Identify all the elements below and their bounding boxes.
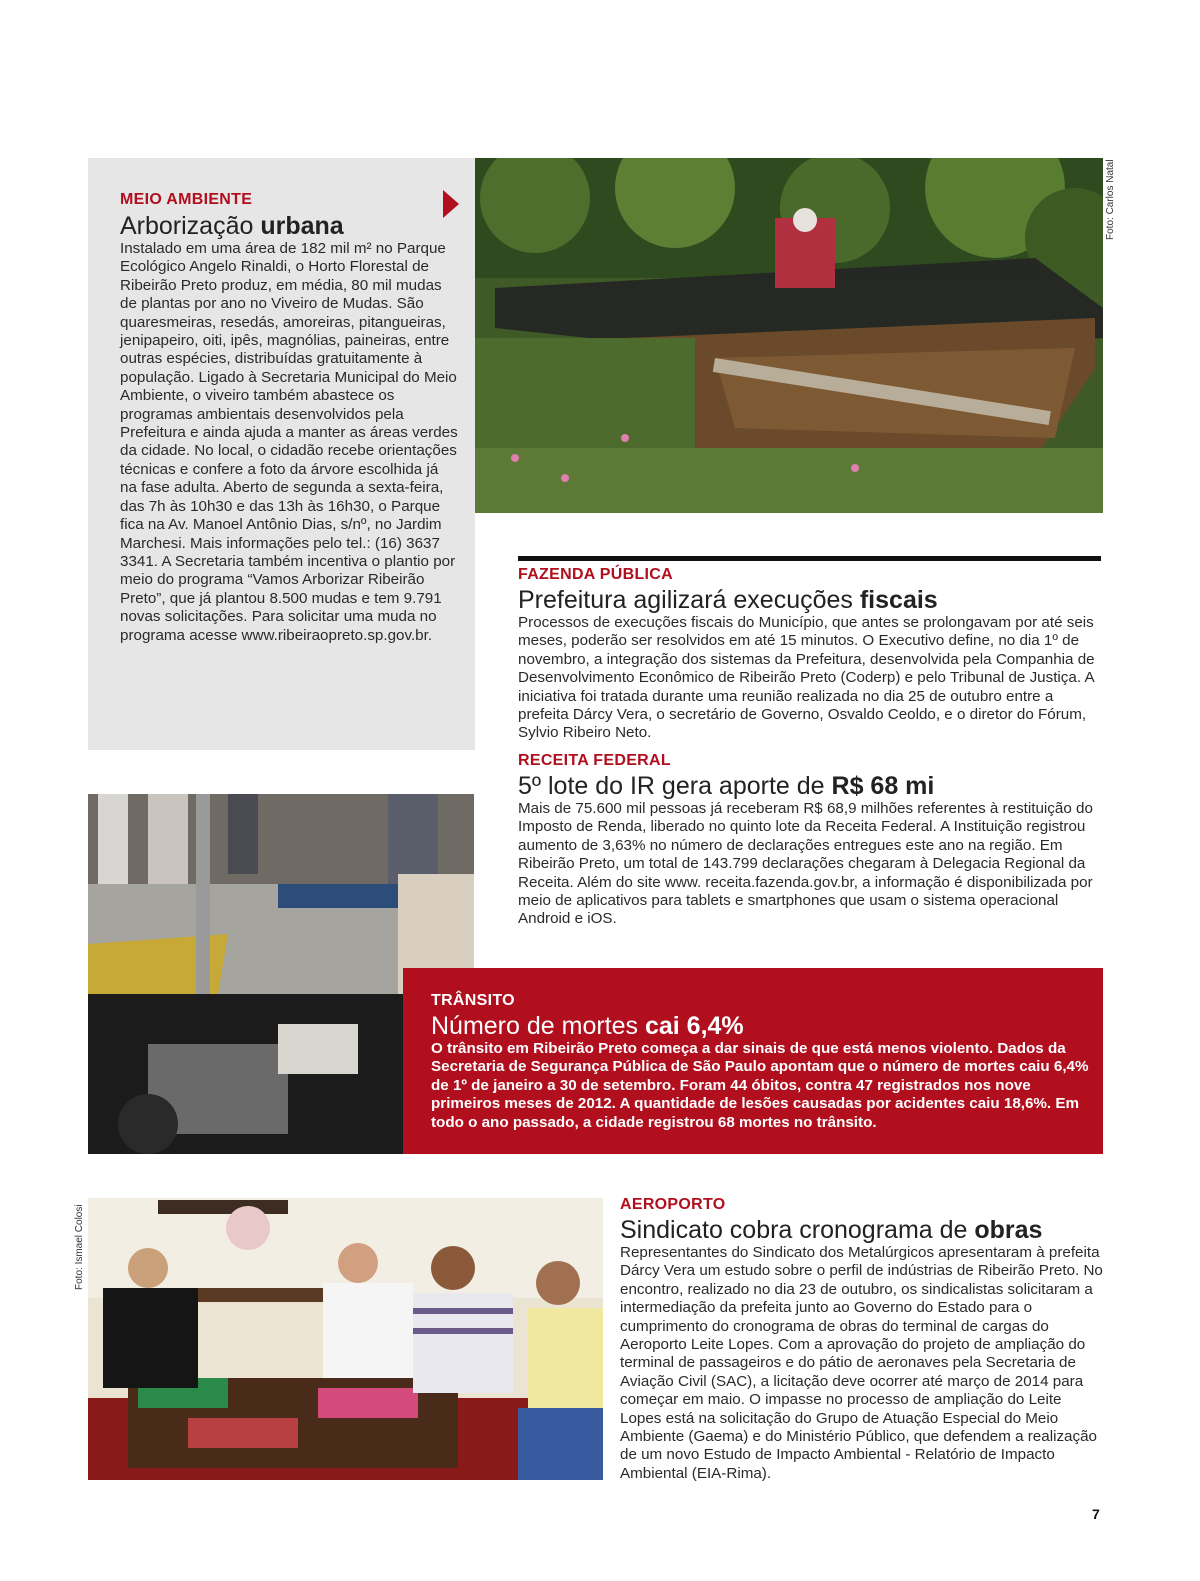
nursery-photo-credit: Foto: Carlos Natal	[1105, 159, 1116, 240]
transito-kicker: TRÂNSITO	[431, 992, 515, 1009]
meio-ambiente-headline	[120, 212, 344, 240]
meio-ambiente-kicker: MEIO AMBIENTE	[120, 191, 253, 208]
transito-box	[403, 968, 1103, 1154]
receita-body: Mais de 75.600 mil pessoas já receberam R$ 68,9 milhões referentes à restituição do Imposto de Renda, liberado no quinto lote da Receita Federal. A Instituição registrou aumento de 3,63% no número de declarações entregues este ano na região. Em Ribeirão Preto, um total de 143.799 declarações chegaram à Delegacia Regional da Receita. Além do site www. receita.fazenda.gov.br, a informação é disponibilizada por meio de aplicativos para tablets e smartphones que usam o sistema operacional Android e iOS.	[518, 800, 1093, 928]
transito-headline	[431, 1012, 744, 1040]
transito-title-bold: cai 6,4%	[644, 1012, 744, 1040]
meeting-photo	[88, 1198, 603, 1480]
receita-title-bold: R$ 68 mi	[831, 772, 935, 800]
aeroporto-section	[620, 1196, 1105, 1483]
fazenda-title-bold: fiscais	[859, 586, 938, 614]
fazenda-kicker: FAZENDA PÚBLICA	[518, 566, 674, 583]
aeroporto-headline	[620, 1216, 1105, 1244]
receita-title-regular: 5º lote do IR gera aporte de	[518, 772, 832, 800]
fazenda-headline	[518, 586, 1103, 614]
meio-ambiente-body: Instalado em uma área de 182 mil m² no Parque Ecológico Angelo Rinaldi, o Horto Florestal de Ribeirão Preto produz, em média, 80 mil mudas de plantas por ano no Viveiro de Mudas. São quaresmeiras, resedás, amoreiras, pitangueiras, jenipapeiro, oiti, ipês, magnólias, paineiras, entre outras espécies, distribuídas gratuitamente à população. Ligado à Secretaria Municipal do Meio Ambiente, o viveiro também abastece os programas ambientais desenvolvidos pela Prefeitura e ainda ajuda a manter as áreas verdes da cidade. No local, o cidadão recebe orientações técnicas e confere a foto da árvore escolhida já na fase adulta. Aberto de segunda a sexta-feira, das 7h às 10h30 e das 13h às 16h30, o Parque fica na Av. Manoel Antônio Dias, s/nº, no Jardim Marchesi. Mais informações pelo tel.: (16) 3637 3341. A Secretaria também incentiva o plantio por meio do programa “Vamos Arborizar Ribeirão Preto”, que já plantou 8.500 mudas e tem 9.791 novas solicitações. Para solicitar uma muda no programa acesse www.ribeiraopreto.sp.gov.br.	[120, 240, 458, 644]
meeting-photo-credit: Foto: Ismael Colosi	[74, 1204, 85, 1290]
transito-title-regular: Número de mortes	[431, 1012, 645, 1040]
arrow-right-icon	[443, 190, 459, 218]
transito-body: O trânsito em Ribeirão Preto começa a dar sinais de que está menos violento. Dados da Secretaria de Segurança Pública de São Paulo apontam que o número de mortes caiu 6,4% de 1º de janeiro a 30 de setembro. Foram 44 óbitos, contra 47 registrados nos nove primeiros meses de 2012. A quantidade de lesões causadas por acidentes caiu 18,6%. Em todo o ano passado, a cidade registrou 68 mortes no trânsito.	[431, 1040, 1089, 1131]
page-number: 7	[1092, 1506, 1100, 1522]
meio-ambiente-title-bold: urbana	[260, 212, 344, 240]
receita-section	[518, 752, 1103, 929]
aeroporto-kicker: AEROPORTO	[620, 1196, 726, 1213]
receita-kicker: RECEITA FEDERAL	[518, 752, 671, 769]
nursery-photo	[475, 158, 1103, 513]
fazenda-body: Processos de execuções fiscais do Município, que antes se prolongavam por até seis meses, poderão ser resolvidos em até 15 minutos. O Executivo define, no dia 1º de novembro, a integração dos sistemas da Prefeitura, desenvolvida pela Companhia de Desenvolvimento Econômico de Ribeirão Preto (Coderp) e pelo Tribunal de Justiça. A iniciativa foi tratada durante uma reunião realizada no dia 25 de outubro entre a prefeita Dárcy Vera, o secretário de Governo, Osvaldo Ceoldo, e o diretor do Fórum, Sylvio Ribeiro Neto.	[518, 614, 1095, 742]
aeroporto-title-bold: obras	[974, 1216, 1043, 1244]
fazenda-title-regular: Prefeitura agilizará execuções	[518, 586, 860, 614]
receita-headline	[518, 772, 1103, 800]
aeroporto-body: Representantes do Sindicato dos Metalúrgicos apresentaram à prefeita Dárcy Vera um estudo sobre o perfil de indústrias de Ribeirão Preto. No encontro, realizado no dia 23 de outubro, os sindicalistas solicitaram a intermediação da prefeita junto ao Governo do Estado para o cumprimento do cronograma de obras do terminal de cargas do Aeroporto Leite Lopes. Com a aprovação do projeto de ampliação do terminal de passageiros e do pátio de aeronaves pela Secretaria de Aviação Civil (SAC), a licitação deve ocorrer até março de 2014 para começar em maio. O impasse no processo de ampliação do Leite Lopes está na solicitação do Grupo de Atuação Especial do Meio Ambiente (Gaema) e do Ministério Público, que defendem a realização de um novo Estudo de Impacto Ambiental - Relatório de Impacto Ambiental (EIA-Rima).	[620, 1244, 1103, 1482]
meio-ambiente-title-regular: Arborização	[120, 212, 261, 240]
section-divider	[518, 556, 1101, 561]
aeroporto-title-regular: Sindicato cobra cronograma de	[620, 1216, 975, 1244]
meio-ambiente-box	[88, 158, 475, 750]
fazenda-section	[518, 566, 1103, 743]
